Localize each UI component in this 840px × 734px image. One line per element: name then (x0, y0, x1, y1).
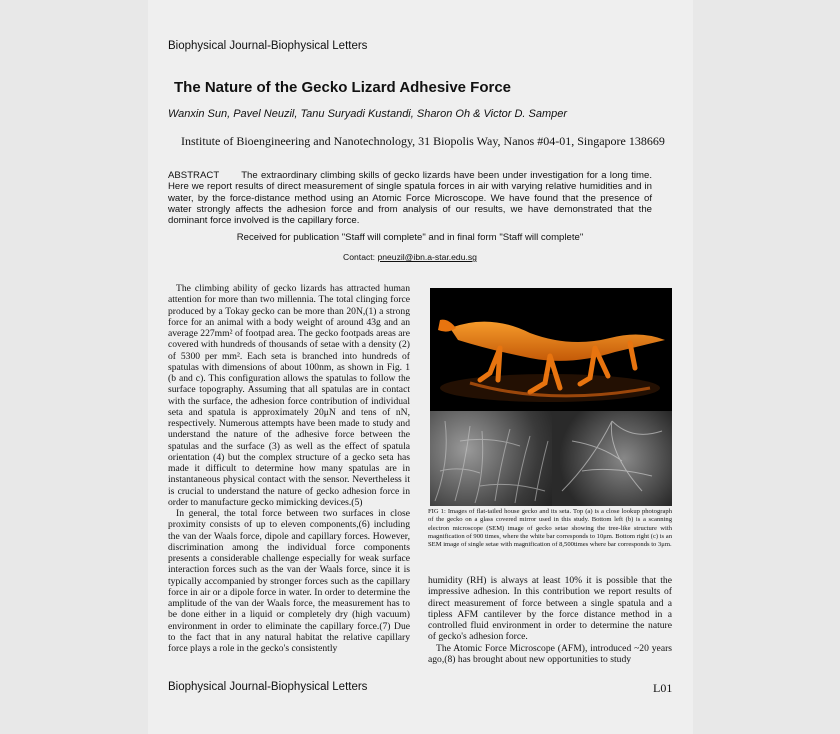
figure-caption: FIG 1: Images of flat-tailed house gecko and its seta. Top (a) is a close lookup photograph of the gecko on a glass covered mirror used in this study. Bottom left (b) is a scanning electron microscope (SEM) image of gecko setae showing the tree-like structure with magnification of 900 times, where the white bar corresponds to 10μm. Bottom right (c) is an SEM image of single setae with magnification of 8,500times where bar corresponds to 3μm. (428, 508, 672, 549)
sem-image-setae (430, 411, 552, 506)
sem-texture-c (552, 411, 672, 506)
body-left-column (168, 283, 410, 654)
abstract (168, 170, 652, 226)
contact-label: Contact: (343, 252, 376, 262)
author-list: Wanxin Sun, Pavel Neuzil, Tanu Suryadi Kustandi, Sharon Oh & Victor D. Samper (168, 108, 568, 120)
figure-1 (430, 288, 672, 506)
affiliation: Institute of Bioengineering and Nanotechnology, 31 Biopolis Way, Nanos #04-01, Singapore 138669 (181, 134, 665, 148)
paragraph: In general, the total force between two surfaces in close proximity consists of up to eleven components,(6) including the van der Waals force, dipole and capillary forces. However, discrimination among the individual force components presents a considerable challenge especially for weak surface interaction forces such as the van der Waals force, since it is typically accompanied by stronger forces such as the capillary force in air or a dipole force in water. In order to determine the amplitude of the van der Waals force, the measurement has to be done either in a liquid or completely dry (high vacuum) environment in order to eliminate the capillary force.(7) Due to the fact that in any natural habitat the relative capillary force plays a role in the gecko's consistently (168, 508, 410, 654)
contact-email-link[interactable]: pneuzil@ibn.a-star.edu.sg (377, 252, 477, 262)
paragraph: humidity (RH) is always at least 10% it is possible that the impressive adhesion. In this contribution we report results of direct measurement of force between a single spatula and a tipless AFM cantilever by the force distance method in a controlled fluid environment in order to determine the nature of gecko's adhesion force. (428, 575, 672, 643)
paragraph: The climbing ability of gecko lizards has attracted human attention for more than two millennia. The total clinging force produced by a Tokay gecko can be more than 20N,(1) a strong force for an animal with a body weight of around 43g and an average 227mm² of footpad area. The gecko footpads areas are covered with hundreds of thousands of setae with a density (2) of 5300 per mm². Each seta is branched into hundreds of spatulas with dimensions of about 100nm, as shown in Fig. 1 (b and c). This configuration allows the spatulas to follow the surface topography. Assuming that all spatulas are in contact with the surface, the adhesion force contribution of individual seta and spatula is approximately 20μN and tens of nN, respectively. Numerous attempts have been made to study and understand the nature of the adhesive force between the spatulas and the surface (3) as well as the effect of spatula orientation (4) but the complex structure of a gecko seta has made it difficult to determine how many spatulas are in instantaneous physical contact with the sensor. Nevertheless it is crucial to understand the nature of gecko adhesion force in order to manufacture gecko mimicking devices.(5) (168, 283, 410, 508)
running-footer: Biophysical Journal-Biophysical Letters (168, 681, 368, 693)
gecko-illustration (430, 288, 672, 411)
gecko-photo (430, 288, 672, 411)
abstract-text: The extraordinary climbing skills of gecko lizards have been under investigation for a long time. Here we report results of direct measurement of single spatula forces in air with varying relative humidities and in water, by the force-distance method using an Atomic Force Microscope. We have found that the presence of water strongly affects the adhesion force and from analysis of our results, we have demonstrated that the dominant force involved is the capillary force. (168, 170, 652, 227)
sem-image-single-seta (552, 411, 672, 506)
abstract-label: ABSTRACT (168, 170, 220, 181)
body-right-column (428, 575, 672, 665)
page-number: L01 (653, 681, 673, 695)
running-header: Biophysical Journal-Biophysical Letters (168, 40, 368, 52)
paper-title: The Nature of the Gecko Lizard Adhesive Force (174, 79, 512, 96)
sem-texture-b (430, 411, 552, 506)
received-line: Received for publication "Staff will complete" and in final form "Staff will complete" (236, 232, 584, 243)
paragraph: The Atomic Force Microscope (AFM), introduced ~20 years ago,(8) has brought about new opportunities to study (428, 642, 672, 665)
contact-line (168, 252, 652, 262)
